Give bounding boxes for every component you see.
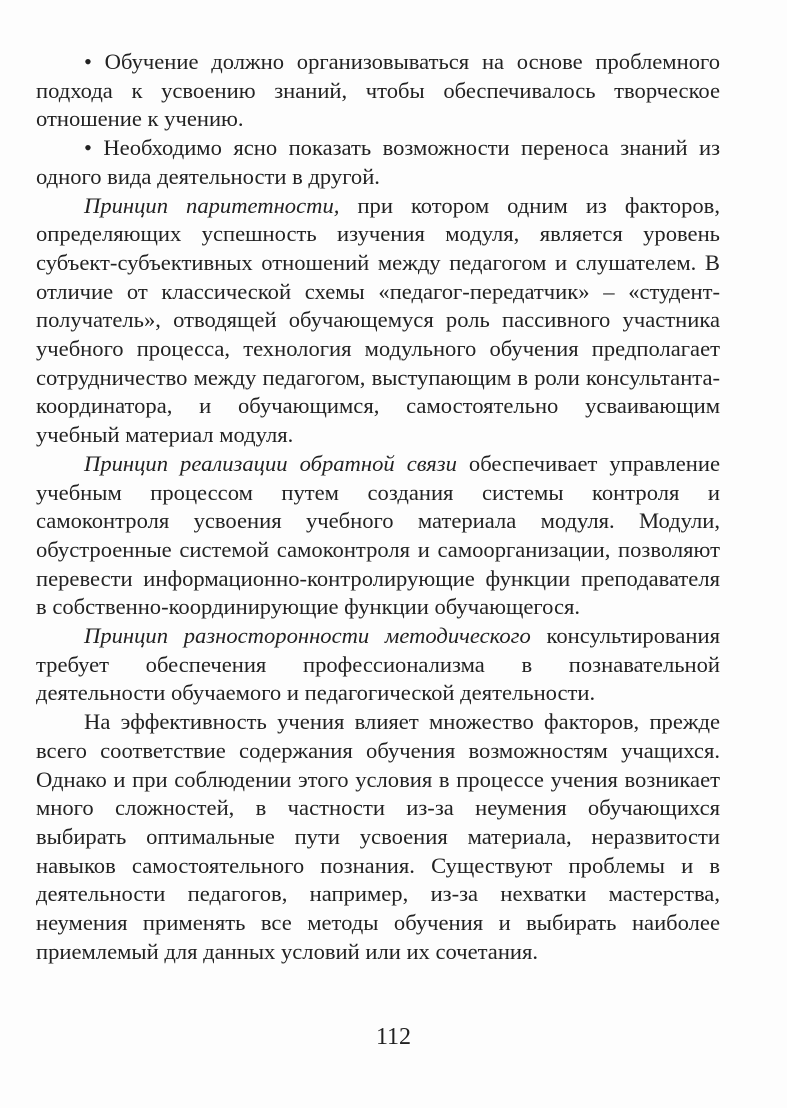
bullet-paragraph-problem-approach bbox=[36, 48, 720, 134]
paragraph-text: • Обучение должно организовываться на основе проблемного подхода к усвоению знаний, чтобы обеспечивалось творческое отношение к учению. bbox=[36, 49, 720, 132]
paragraph-feedback-principle bbox=[36, 450, 720, 622]
paragraph-parity-principle bbox=[36, 192, 720, 450]
paragraph-consulting-principle bbox=[36, 622, 720, 708]
page-number: 112 bbox=[375, 1024, 412, 1050]
paragraph-text: обеспечивает управление учебным процессом путем создания системы контроля и самоконтроля усвоения учебного материала модуля. Модули, обустроенные системой самоконтроля и самоорганизации, позволяют перевести информационно-контролирующие функции преподавателя в собственно-координирующие функции обучающегося. bbox=[36, 450, 720, 620]
paragraph-text: На эффективность учения влияет множество факторов, прежде всего соответствие содержания обучения возможностям учащихся. Однако и при соблюдении этого условия в процессе учения возникает много сложностей, в частности из-за неумения обучающихся выбирать оптимальные пути усвоения материала, неразвитости навыков самостоятельного познания. Существуют проблемы и в деятельности педагогов, например, из-за нехватки мастерства, неумения применять все методы обучения и выбирать наиболее приемлемый для данных условий или их сочетания. bbox=[36, 709, 720, 964]
paragraph-text: консультирования требует обеспечения профессионализма в познавательной деятельности обучаемого и педагогической деятельности. bbox=[36, 623, 720, 706]
principle-term: Принцип паритетности, bbox=[84, 192, 340, 218]
paragraph-text: • Необходимо ясно показать возможности переноса знаний из одного вида деятельности в другой. bbox=[36, 135, 720, 189]
paragraph-text: при котором одним из факторов, определяющих успешность изучения модуля, является уровень субъект-субъективных отношений между педагогом и слушателем. В отличие от классической схемы «педагог-передатчик» – «студент-получатель», отводящей обучающемуся роль пассивного участника учебного процесса, технология модульного обучения предполагает сотрудничество между педагогом, выступающим в роли консультанта-координатора, и обучающимся, самостоятельно усваивающим учебный материал модуля. bbox=[36, 192, 720, 448]
paragraph-learning-effectiveness bbox=[36, 708, 720, 966]
principle-term: Принцип реализации обратной связи bbox=[84, 450, 457, 476]
principle-term: Принцип разносторонности методического bbox=[84, 623, 531, 649]
bullet-paragraph-knowledge-transfer bbox=[36, 134, 720, 191]
body-text bbox=[36, 48, 720, 967]
